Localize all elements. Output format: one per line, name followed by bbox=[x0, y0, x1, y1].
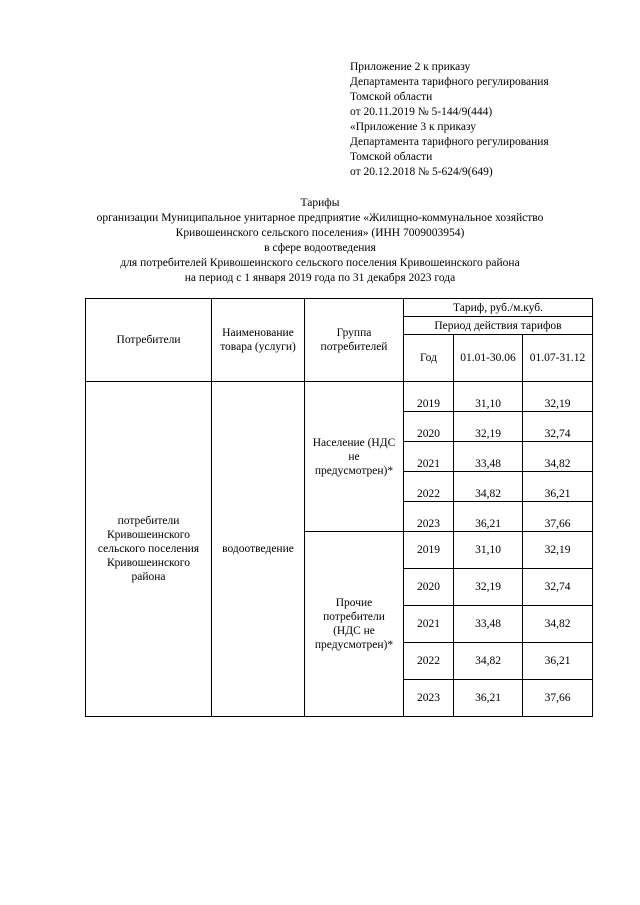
year-cell: 2021 bbox=[404, 442, 454, 472]
appendix-line: Департамента тарифного регулирования bbox=[350, 76, 549, 88]
year-cell: 2022 bbox=[404, 643, 454, 680]
tariff-h1-cell: 34,82 bbox=[454, 643, 523, 680]
heading-line: на период с 1 января 2019 года по 31 декабря 2023 года bbox=[184, 272, 456, 284]
heading-line: для потребителей Кривошеинского сельского поселения Кривошеинского района bbox=[120, 257, 520, 269]
document-title: Тарифы bbox=[300, 197, 340, 209]
appendix-line: от 20.11.2019 № 5-144/9(444) bbox=[350, 106, 493, 118]
year-cell: 2023 bbox=[404, 680, 454, 717]
tariff-h2-cell: 34,82 bbox=[523, 442, 593, 472]
appendix-line: Департамента тарифного регулирования bbox=[350, 136, 549, 148]
group-cell-other: Прочие потребители (НДС не предусмотрен)* bbox=[305, 532, 404, 717]
appendix-line: Томской области bbox=[350, 151, 433, 163]
tariff-table bbox=[85, 298, 593, 717]
appendix-block bbox=[350, 60, 549, 180]
tariff-h1-cell: 36,21 bbox=[454, 502, 523, 532]
tariff-h1-cell: 32,19 bbox=[454, 412, 523, 442]
appendix-line: «Приложение 3 к приказу bbox=[350, 121, 477, 133]
tariff-h1-cell: 36,21 bbox=[454, 680, 523, 717]
tariff-h2-cell: 32,19 bbox=[523, 532, 593, 569]
heading-line: в сфере водоотведения bbox=[264, 242, 376, 254]
header-period-1: 01.01-30.06 bbox=[454, 335, 523, 382]
tariff-h1-cell: 31,10 bbox=[454, 532, 523, 569]
year-cell: 2022 bbox=[404, 472, 454, 502]
tariff-h2-cell: 36,21 bbox=[523, 643, 593, 680]
tariff-h1-cell: 34,82 bbox=[454, 472, 523, 502]
year-cell: 2023 bbox=[404, 502, 454, 532]
table-row bbox=[86, 382, 593, 412]
tariff-h2-cell: 37,66 bbox=[523, 680, 593, 717]
document-heading bbox=[60, 196, 580, 286]
header-period-2: 01.07-31.12 bbox=[523, 335, 593, 382]
year-cell: 2020 bbox=[404, 569, 454, 606]
tariff-h2-cell: 37,66 bbox=[523, 502, 593, 532]
group-cell-population: Население (НДС не предусмотрен)* bbox=[305, 382, 404, 532]
header-product: Наименование товара (услуги) bbox=[212, 299, 305, 382]
header-period: Период действия тарифов bbox=[404, 317, 593, 335]
appendix-line: Томской области bbox=[350, 91, 433, 103]
tariff-h1-cell: 33,48 bbox=[454, 606, 523, 643]
year-cell: 2019 bbox=[404, 532, 454, 569]
consumer-cell: потребители Кривошеинского сельского поселения Кривошеинского района bbox=[86, 382, 212, 717]
product-cell: водоотведение bbox=[212, 382, 305, 717]
header-year: Год bbox=[404, 335, 454, 382]
year-cell: 2020 bbox=[404, 412, 454, 442]
tariff-h2-cell: 32,74 bbox=[523, 412, 593, 442]
header-group: Группа потребителей bbox=[305, 299, 404, 382]
tariff-h1-cell: 32,19 bbox=[454, 569, 523, 606]
tariff-h2-cell: 34,82 bbox=[523, 606, 593, 643]
year-cell: 2019 bbox=[404, 382, 454, 412]
tariff-h2-cell: 36,21 bbox=[523, 472, 593, 502]
tariff-h2-cell: 32,19 bbox=[523, 382, 593, 412]
header-consumers: Потребители bbox=[86, 299, 212, 382]
header-tariff: Тариф, руб./м.куб. bbox=[404, 299, 593, 317]
tariff-h1-cell: 33,48 bbox=[454, 442, 523, 472]
tariff-h1-cell: 31,10 bbox=[454, 382, 523, 412]
appendix-line: от 20.12.2018 № 5-624/9(649) bbox=[350, 166, 493, 178]
heading-line: организации Муниципальное унитарное предприятие «Жилищно-коммунальное хозяйство bbox=[96, 212, 544, 224]
tariff-h2-cell: 32,74 bbox=[523, 569, 593, 606]
heading-line: Кривошеинского сельского поселения» (ИНН 7009003954) bbox=[175, 227, 465, 239]
year-cell: 2021 bbox=[404, 606, 454, 643]
appendix-line: Приложение 2 к приказу bbox=[350, 61, 471, 73]
